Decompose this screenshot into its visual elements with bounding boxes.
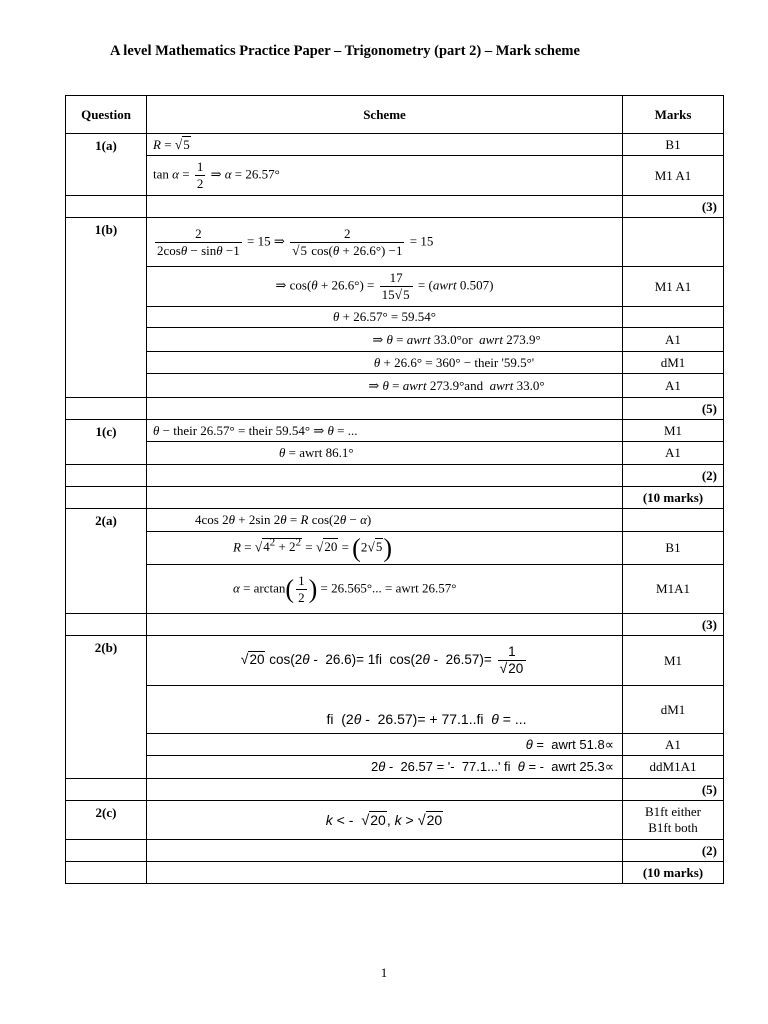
mark-cell: dM1	[623, 352, 724, 374]
scheme-step: k < - √20, k > √20	[147, 801, 623, 840]
page-title: A level Mathematics Practice Paper – Trigonometry (part 2) – Mark scheme	[110, 43, 580, 59]
scheme-step: θ + 26.57° = 59.54°	[147, 307, 623, 328]
table-row	[66, 487, 724, 509]
table-row	[66, 614, 724, 636]
table-row	[66, 465, 724, 487]
mark-cell: M1	[623, 420, 724, 442]
question-header: Question	[66, 96, 147, 134]
question-total: (10 marks)	[623, 487, 724, 509]
scheme-header: Scheme	[147, 96, 623, 134]
scheme-step: ⇒ cos(θ + 26.6°) = $\frac{17}{15√5}$ = (awrt 0.507)	[147, 267, 623, 307]
mark-cell: ddM1A1	[623, 756, 724, 779]
mark-cell: A1	[623, 328, 724, 352]
table-row	[66, 636, 724, 686]
mark-cell: M1 A1	[623, 267, 724, 307]
mark-cell: B1	[623, 532, 724, 565]
table-row	[66, 134, 724, 156]
scheme-step: α = arctan( $\frac{1}{2}$ ) = 26.565°... = awrt 26.57°	[147, 565, 623, 614]
mark-scheme-table	[65, 95, 724, 884]
mark-cell: B1	[623, 134, 724, 156]
mark-cell: A1	[623, 442, 724, 465]
mark-cell	[623, 801, 724, 840]
question-number: 1(a)	[66, 134, 147, 196]
scheme-step: θ = awrt 51.8∝	[147, 734, 623, 756]
table-row	[66, 734, 724, 756]
mark-cell: M1A1	[623, 565, 724, 614]
table-row	[66, 398, 724, 420]
mark-cell: dM1	[623, 686, 724, 734]
table-row	[66, 328, 724, 352]
table-row	[66, 862, 724, 884]
question-total: (10 marks)	[623, 862, 724, 884]
mark-cell: A1	[623, 734, 724, 756]
question-number: 2(b)	[66, 636, 147, 779]
table-row	[66, 532, 724, 565]
mark-cell: M1 A1	[623, 156, 724, 196]
scheme-step: fi (2θ - 26.57)= + 77.1..fi θ = ...	[147, 686, 623, 734]
page-number: 1	[380, 965, 388, 980]
mark-cell: M1	[623, 636, 724, 686]
scheme-step: $\frac{2}{2\cos\theta - \sin\theta -1}$ = 15 ⇒ $\frac{2}{√5 \cos(\theta + 26.6^\circ) -1}$ = 15	[147, 218, 623, 267]
subtotal: (3)	[623, 614, 724, 636]
scheme-step: ⇒ θ = awrt 273.9°and awrt 33.0°	[147, 374, 623, 398]
scheme-step: 4cos 2θ + 2sin 2θ = R cos(2θ − α)	[147, 509, 623, 532]
table-row	[66, 196, 724, 218]
subtotal: (2)	[623, 840, 724, 862]
scheme-step: tan α = $\frac{1}{2}$ ⇒ α = 26.57°	[147, 156, 623, 196]
table-row	[66, 565, 724, 614]
question-number: 2(a)	[66, 509, 147, 614]
table-row	[66, 267, 724, 307]
table-row	[66, 756, 724, 779]
scheme-step: $R = √4^2 + 2^2 = √20 = (2√5)$	[147, 532, 623, 565]
header-row	[66, 96, 724, 134]
mark-either: B1ft either	[645, 804, 701, 819]
scheme-step: θ − their 26.57° = their 59.54° ⇒ θ = ...	[147, 420, 623, 442]
table-row	[66, 307, 724, 328]
subtotal: (3)	[623, 196, 724, 218]
scheme-step: θ = awrt 86.1°	[147, 442, 623, 465]
table-row	[66, 156, 724, 196]
table-row	[66, 420, 724, 442]
scheme-step: √20 cos(2θ - 26.6)= 1fi cos(2θ - 26.57)= $\frac{1}{√20}$	[147, 636, 623, 686]
question-number: 1(b)	[66, 218, 147, 398]
table-row	[66, 218, 724, 267]
marks-header: Marks	[623, 96, 724, 134]
question-number: 1(c)	[66, 420, 147, 465]
scheme-step: θ + 26.6° = 360° − their '59.5°'	[147, 352, 623, 374]
mark-both: B1ft both	[648, 820, 698, 835]
subtotal: (5)	[623, 398, 724, 420]
table-row	[66, 686, 724, 734]
scheme-step: ⇒ θ = awrt 33.0°or awrt 273.9°	[147, 328, 623, 352]
table-row	[66, 374, 724, 398]
subtotal: (5)	[623, 779, 724, 801]
question-number: 2(c)	[66, 801, 147, 840]
subtotal: (2)	[623, 465, 724, 487]
table-row	[66, 352, 724, 374]
table-row	[66, 509, 724, 532]
table-row	[66, 442, 724, 465]
scheme-step: R = √5	[147, 134, 623, 156]
scheme-step: 2θ - 26.57 = '- 77.1...' fi θ = - awrt 25.3∝	[147, 756, 623, 779]
table-row	[66, 779, 724, 801]
table-row	[66, 840, 724, 862]
mark-cell: A1	[623, 374, 724, 398]
table-row	[66, 801, 724, 840]
